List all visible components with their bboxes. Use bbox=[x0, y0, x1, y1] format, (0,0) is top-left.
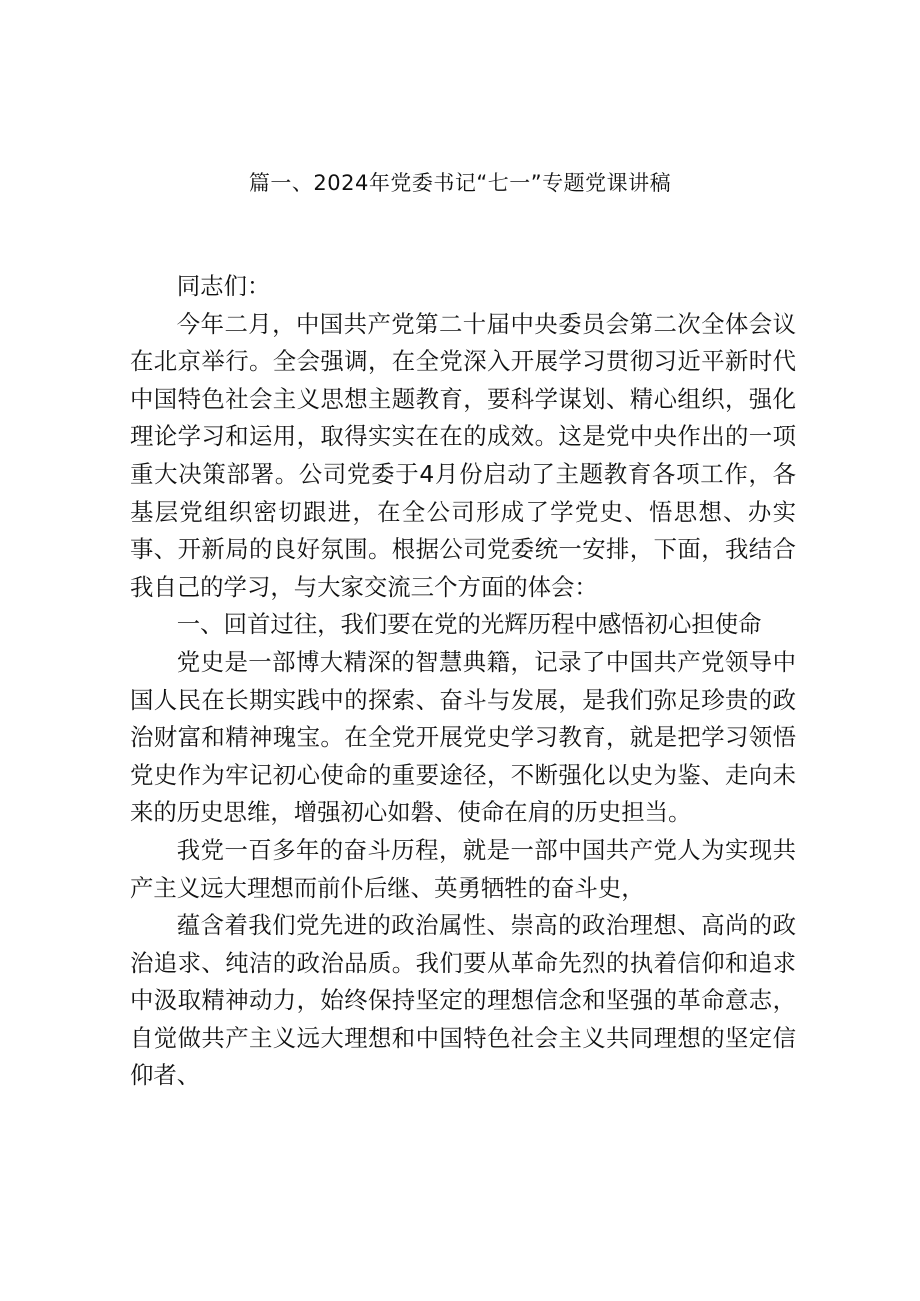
salutation-paragraph: 同志们： bbox=[176, 272, 271, 300]
body-paragraph: 党史是一部博大精深的智慧典籍，记录了中国共产党领导中国人民在长期实践中的探索、奋斗与发展，是我们弥足珍贵的政治财富和精神瑰宝。在全党开展党史学习教育，就是把学习领悟党史作为牢记初心使命的重要途径，不断强化以史为鉴、走向未来的历史思维，增强初心如磐、使命在肩的历史担当。 bbox=[130, 647, 796, 827]
body-paragraph: 我党一百多年的奋斗历程，就是一部中国共产党人为实现共产主义远大理想而前仆后继、英勇牺牲的奋斗史， bbox=[130, 835, 796, 902]
document-title: 篇一、2024年党委书记“七一”专题党课讲稿 bbox=[248, 171, 672, 195]
document-body bbox=[130, 268, 796, 1095]
section-heading-one: 一、回首过往，我们要在党的光辉历程中感悟初心担使命 bbox=[176, 610, 762, 639]
body-paragraph: 蕴含着我们党先进的政治属性、崇高的政治理想、高尚的政治追求、纯洁的政治品质。我们要从革命先烈的执着信仰和追求中汲取精神动力，始终保持坚定的理想信念和坚强的革命意志，自觉做共产主义远大理想和中国特色社会主义共同理想的坚定信仰者、 bbox=[130, 911, 796, 1090]
intro-paragraph: 今年二月，中国共产党第二十届中央委员会第二次全体会议在北京举行。全会强调，在全党深入开展学习贯彻习近平新时代中国特色社会主义思想主题教育，要科学谋划、精心组织，强化理论学习和运用，取得实实在在的成效。这是党中央作出的一项重大决策部署。公司党委于4月份启动了主题教育各项工作，各基层党组织密切跟进，在全公司形成了学党史、悟思想、办实事、开新局的良好氛围。根据公司党委统一安排，下面，我结合我自己的学习，与大家交流三个方面的体会： bbox=[130, 309, 796, 601]
